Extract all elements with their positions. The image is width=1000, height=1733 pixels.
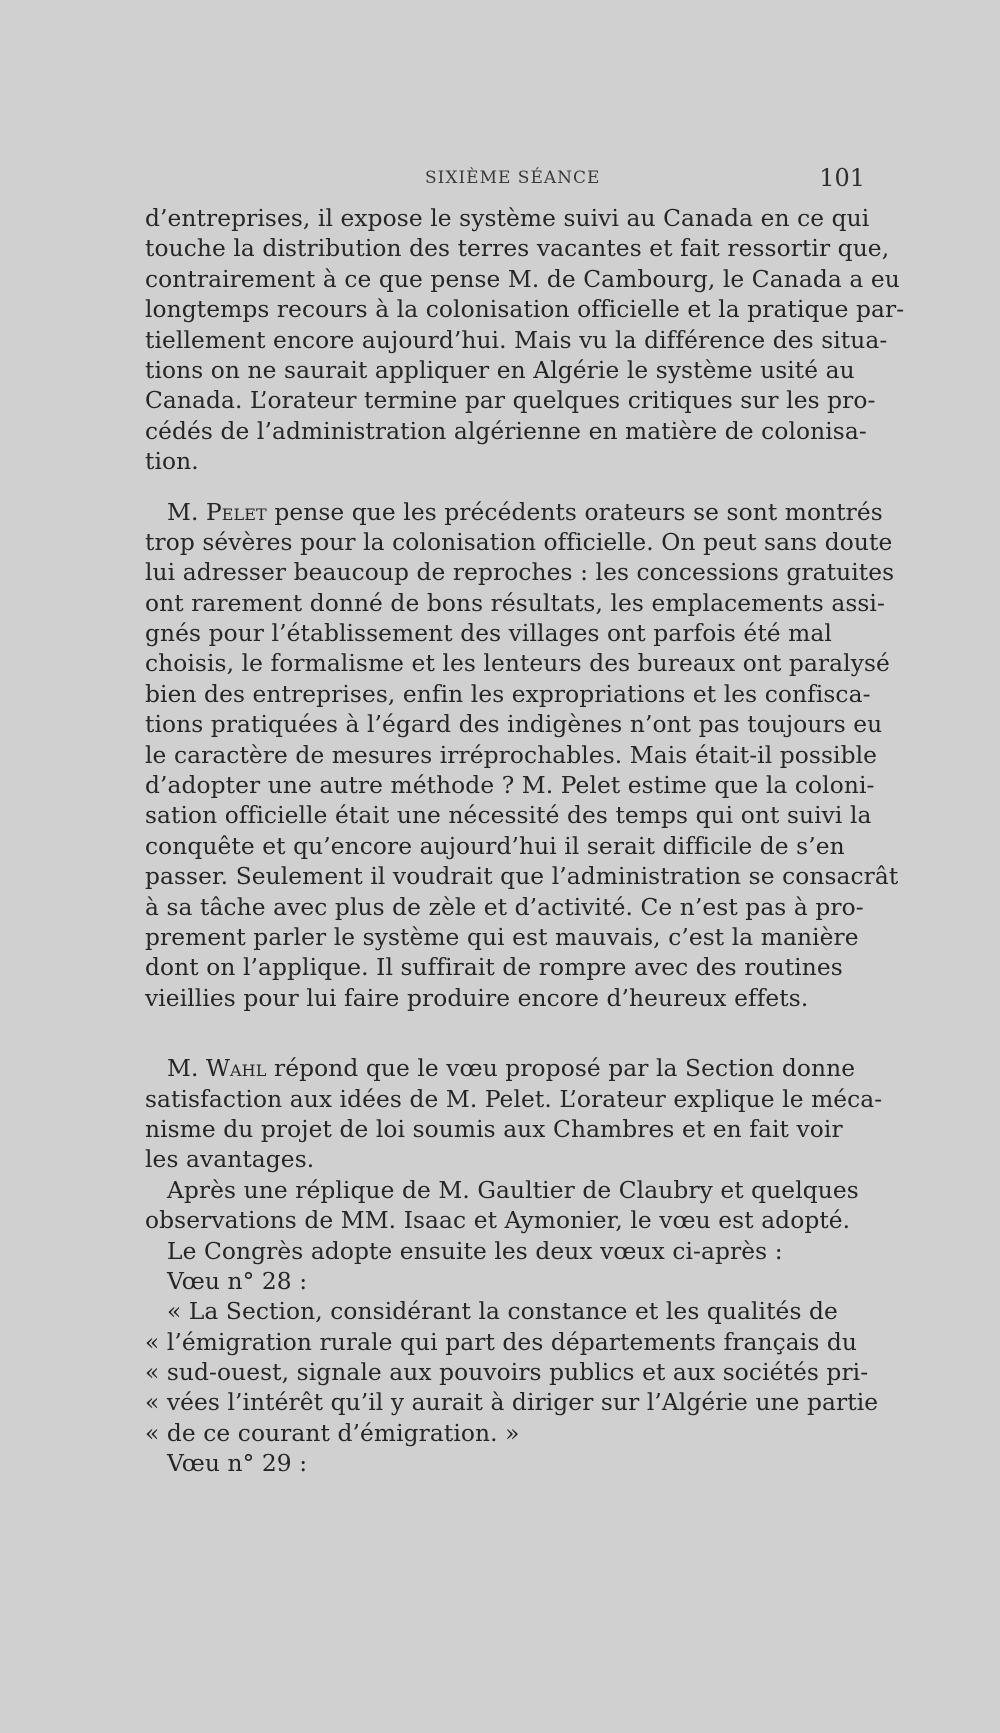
text-line: ont rarement donné de bons résultats, les emplacements assi- [145, 589, 885, 617]
text-line: le caractère de mesures irréprochables. Mais était-il possible [145, 741, 878, 769]
text-line: Après une réplique de M. Gaultier de Claubry et quelques [167, 1176, 859, 1204]
text-line: trop sévères pour la colonisation officielle. On peut sans doute [145, 528, 893, 556]
quote-line: « de ce courant d’émigration. » [145, 1419, 520, 1447]
text-line: sation officielle était une nécessité des temps qui ont suivi la [145, 802, 872, 830]
body-text [145, 204, 905, 1480]
text-line: satisfaction aux idées de M. Pelet. L’orateur explique le méca- [145, 1085, 883, 1113]
paragraph-1 [145, 204, 905, 478]
text-line: cédés de l’administration algérienne en matière de colonisa- [145, 417, 867, 445]
paragraph-3 [145, 1054, 883, 1176]
voeu-28-title: Vœu n° 28 : [167, 1267, 308, 1295]
text-line: tions pratiquées à l’égard des indigènes n’ont pas toujours eu [145, 711, 883, 739]
quote-line: « l’émigration rurale qui part des départements français du [145, 1328, 857, 1356]
text-line: gnés pour l’établissement des villages ont parfois été mal [145, 620, 832, 648]
voeu-29-title: Vœu n° 29 : [167, 1450, 308, 1478]
text-line: choisis, le formalisme et les lenteurs des bureaux ont paralysé [145, 650, 890, 678]
text-line: passer. Seulement il voudrait que l’administration se consacrât [145, 863, 899, 891]
paragraph-2 [145, 498, 899, 1015]
running-head: SIXIÈME SÉANCE [425, 168, 601, 188]
text-line: longtemps recours à la colonisation officielle et la pratique par- [145, 296, 905, 324]
speaker-name: Pelet [205, 498, 267, 526]
text-line: tion. [145, 448, 199, 476]
text-line: observations de MM. Isaac et Aymonier, le vœu est adopté. [145, 1207, 851, 1235]
text-line-rest: pense que les précédents orateurs se sont montrés [266, 498, 883, 526]
text-line: Canada. L’orateur termine par quelques critiques sur les pro- [145, 387, 876, 415]
text-line: lui adresser beaucoup de reproches : les concessions gratuites [145, 559, 895, 587]
voeu-28-quote [145, 1297, 879, 1449]
quote-line: « La Section, considérant la constance et les qualités de [167, 1298, 838, 1326]
speaker-prefix: M. [167, 498, 206, 526]
text-line-rest: répond que le vœu proposé par la Section donne [266, 1055, 856, 1083]
text-line: bien des entreprises, enfin les expropriations et les confisca- [145, 680, 871, 708]
page-number: 101 [819, 164, 865, 192]
text-line: les avantages. [145, 1146, 315, 1174]
text-line: contrairement à ce que pense M. de Cambourg, le Canada a eu [145, 265, 900, 293]
speaker-name: Wahl [205, 1055, 267, 1083]
text-line: nisme du projet de loi soumis aux Chambres et en fait voir [145, 1115, 843, 1143]
quote-line: « vées l’intérêt qu’il y aurait à diriger sur l’Algérie une partie [145, 1389, 879, 1417]
paragraph-4 [145, 1176, 865, 1237]
text-line [145, 1054, 865, 1084]
text-line: prement parler le système qui est mauvais, c’est la manière [145, 923, 859, 951]
text-line: d’adopter une autre méthode ? M. Pelet estime que la coloni- [145, 772, 875, 800]
text-line: conquête et qu’encore aujourd’hui il serait difficile de s’en [145, 832, 845, 860]
quote-line: « sud-ouest, signale aux pouvoirs publics et aux sociétés pri- [145, 1359, 869, 1387]
paragraph-gap [145, 1014, 865, 1054]
speaker-prefix: M. [167, 1055, 206, 1083]
text-line: vieillies pour lui faire produire encore d’heureux effets. [145, 984, 809, 1012]
text-line: à sa tâche avec plus de zèle et d’activité. Ce n’est pas à pro- [145, 893, 864, 921]
page-header [145, 166, 865, 196]
paragraph-gap [145, 478, 865, 498]
text-line: dont on l’applique. Il suffirait de rompre avec des routines [145, 954, 843, 982]
text-line [145, 498, 883, 528]
text-line: touche la distribution des terres vacantes et fait ressortir que, [145, 235, 890, 263]
text-line: tions on ne saurait appliquer en Algérie le système usité au [145, 356, 855, 384]
text-line: tiellement encore aujourd’hui. Mais vu la différence des situa- [145, 326, 888, 354]
text-line: d’entreprises, il expose le système suivi au Canada en ce qui [145, 205, 870, 232]
paragraph-5: Le Congrès adopte ensuite les deux vœux ci-après : [167, 1237, 783, 1265]
